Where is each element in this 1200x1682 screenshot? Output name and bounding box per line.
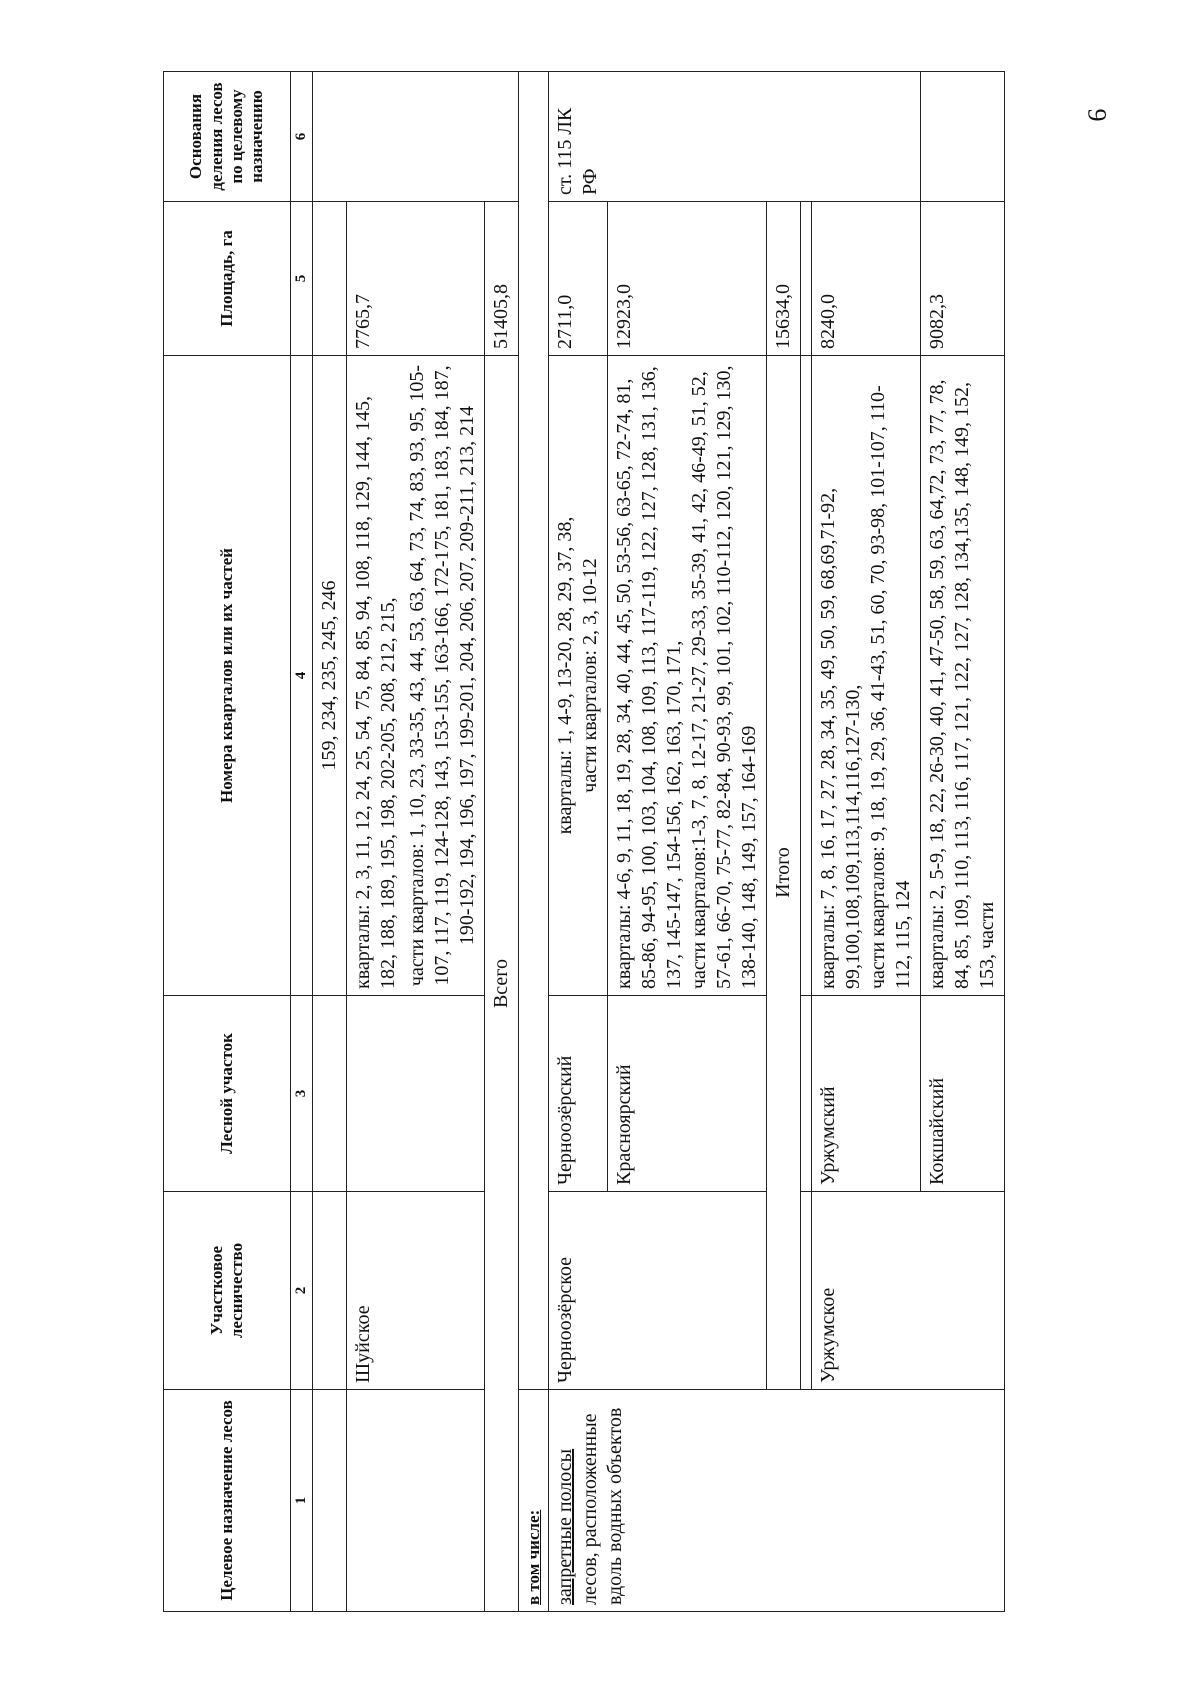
column-number: 6 <box>291 72 313 202</box>
page-number: 9 <box>1082 108 1112 122</box>
header-row <box>164 72 291 1612</box>
quarters-list: кварталы: 4-6, 9, 11, 18, 19, 28, 34, 40, 44, 45, 50, 53-56, 63-65, 72-74, 81, 85-86, 94-95, 100, 103, 104, 108, 109, 113, 117-119, 122, 127, 128, 131, 136, 137, 145-147, 154-156, 162, 163, 170, 171, <box>613 366 685 989</box>
shuya-row <box>346 72 484 1612</box>
quarters-list: кварталы: 1, 4-9, 13-20, 28, 29, 37, 38, <box>554 516 576 835</box>
purpose-line: вдоль водных объектов <box>604 1407 626 1605</box>
total-chern-area: 15634,0 <box>767 202 801 356</box>
header-quarters: Номера кварталов или их частей <box>164 356 291 996</box>
quarters-urzhumsky <box>812 356 921 996</box>
area-kokshaysky: 9082,3 <box>921 202 1005 356</box>
separator-row <box>801 72 812 1612</box>
purpose-line: запретные полосы <box>554 1448 576 1605</box>
area-krasnoyarsky: 12923,0 <box>608 202 767 356</box>
purpose-cell <box>549 1390 1005 1612</box>
urzhumsky-row <box>812 72 921 1612</box>
area-urzhumsky: 8240,0 <box>812 202 921 356</box>
area-shuya: 7765,7 <box>346 202 484 356</box>
column-number: 5 <box>291 202 313 356</box>
quarter-parts-list: части кварталов: 9, 18, 19, 29, 36, 41-43, 51, 60, 70, 93-98, 101-107, 110-112, 115, 124 <box>867 385 914 989</box>
column-number: 2 <box>291 1192 313 1390</box>
plot-kokshaysky: Кокшайский <box>921 996 1005 1192</box>
quarters-list: кварталы: 2, 3, 11, 12, 24, 25, 54, 75, 84, 85, 94, 108, 118, 129, 144, 145, 182, 188, 189, 195, 198, 202-205, 208, 212, 215, <box>351 395 399 989</box>
quarters-list: кварталы: 2, 5-9, 18, 22, 26-30, 40, 41, 47-50, 58, 59, 63, 64,72, 73, 77, 78, 84, 85, 109, 110, 113, 116, 117, 121, 122, 127, 128, 134,135, 148, 149, 152, 153, части <box>926 379 998 989</box>
quarters-krasnoyarsky <box>608 356 767 996</box>
total-chern-row <box>767 72 801 1612</box>
continuation-quarters: 159, 234, 235, 245, 246 <box>312 356 346 996</box>
continuation-row <box>312 72 346 1612</box>
column-number: 3 <box>291 996 313 1192</box>
area-chernoozersky: 2711,0 <box>549 202 608 356</box>
quarter-parts-list: части кварталов:1-3, 7, 8, 12-17, 21-27, 29-33, 35-39, 41, 42, 46-49, 51, 52, 57-61, 66-70, 75-77, 82-84, 90-93, 99, 101, 102, 110-112, 120, 121, 129, 130, 138-140, 148, 149, 157, 164-169 <box>688 365 760 989</box>
total-chern-label: Итого <box>767 356 801 1390</box>
header-basis: Основания деления лесов по целевому назначению <box>164 72 291 202</box>
quarters-shuya <box>346 356 484 996</box>
header-purpose: Целевое назначение лесов <box>164 1390 291 1612</box>
in-that-number-row <box>518 72 548 1612</box>
in-that-number-label: в том числе: <box>518 1390 548 1612</box>
forestry-urzhumskoe: Уржумское <box>812 1192 1005 1390</box>
plot-krasnoyarsky: Красноярский <box>608 996 767 1192</box>
plot-chernoozersky: Черноозёрский <box>549 996 608 1192</box>
rotated-table-container <box>163 72 1200 1612</box>
total-all-row <box>484 72 518 1612</box>
purpose-line: лесов, расположенные <box>579 1413 601 1605</box>
header-forestry: Участковое лесничество <box>164 1192 291 1390</box>
column-number-row <box>291 72 313 1612</box>
quarter-parts-list: части кварталов: 1, 10, 23, 33-35, 43, 44, 53, 63, 64, 73, 74, 83, 93, 95, 105-107, 117, 119, 124-128, 143, 153-155, 163-166, 172-175, 181, 183, 184, 187, 190-192, 194, 196, 197, 199-201, 204, 206, 207, 209-211, 213, 214 <box>405 364 478 987</box>
forestry-shuya: Шуйское <box>346 1192 484 1390</box>
total-all-label: Всего <box>484 356 518 1612</box>
header-area: Площадь, га <box>164 202 291 356</box>
quarters-list: кварталы: 7, 8, 16, 17, 27, 28, 34, 35, 49, 50, 59, 68,69,71-92, 99,100,108,109,113,114,116,127-130, <box>817 487 864 989</box>
header-plot: Лесной участок <box>164 996 291 1192</box>
column-number: 4 <box>291 356 313 996</box>
basis-cell: ст. 115 ЛК РФ <box>549 72 921 202</box>
quarter-parts-list: части кварталов: 2, 3, 10-12 <box>579 558 601 793</box>
quarters-chernoozersky <box>549 356 608 996</box>
plot-urzhumsky: Уржумский <box>812 996 921 1192</box>
forestry-chernoozerskoe: Черноозёрское <box>549 1192 767 1390</box>
quarters-kokshaysky <box>921 356 1005 996</box>
forest-purpose-table <box>163 71 1005 1612</box>
column-number: 1 <box>291 1390 313 1612</box>
total-all-area: 51405,8 <box>484 202 518 356</box>
chernoozersky-row <box>549 72 608 1612</box>
